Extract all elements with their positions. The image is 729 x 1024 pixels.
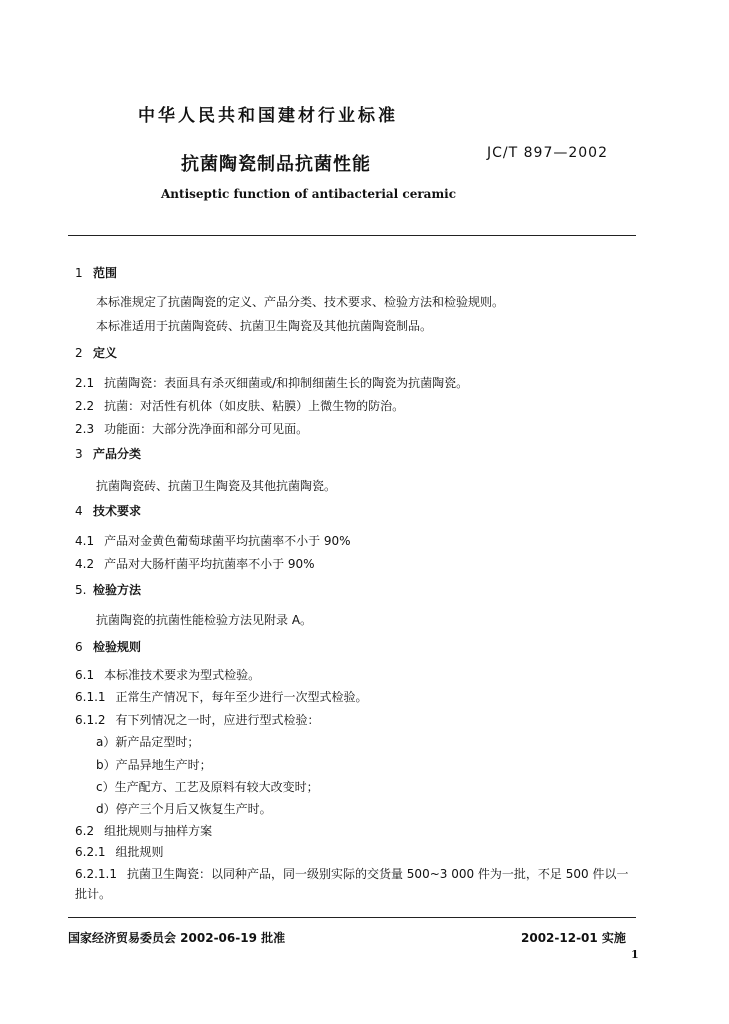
section-number: 3 <box>75 447 83 461</box>
clause-number: 6.2.1.1 <box>75 867 117 881</box>
section-1-paragraph-1: 本标准规定了抗菌陶瓷的定义、产品分类、技术要求、检验方法和检验规则。 <box>96 295 505 309</box>
clause-text: 组批规则 <box>115 845 164 859</box>
section-number: 6 <box>75 640 83 654</box>
standard-code: JC/T 897—2002 <box>487 145 608 161</box>
clause-text: 组批规则与抽样方案 <box>104 824 213 838</box>
clause-2-1 <box>75 374 468 391</box>
clause-number: 6.2.1 <box>75 845 106 859</box>
clause-text: 产品对大肠杆菌平均抗菌率不小于 90% <box>104 557 315 571</box>
section-title: 范围 <box>93 266 118 280</box>
section-2-heading <box>75 344 117 361</box>
clause-text: 功能面：大部分洗净面和部分可见面。 <box>104 422 309 436</box>
section-number: 2 <box>75 346 83 360</box>
section-number: 1 <box>75 266 83 280</box>
clause-6-2-1 <box>75 843 164 860</box>
clause-6-2-1-1-continuation: 批计。 <box>75 887 112 901</box>
clause-text: 有下列情况之一时，应进行型式检验： <box>115 713 320 727</box>
list-item-d: d）停产三个月后又恢复生产时。 <box>96 802 272 816</box>
list-item-c: c）生产配方、工艺及原料有较大改变时； <box>96 780 319 794</box>
clause-number: 6.1 <box>75 668 95 682</box>
section-title: 产品分类 <box>93 447 142 461</box>
clause-text: 抗菌陶瓷：表面具有杀灭细菌或/和抑制细菌生长的陶瓷为抗菌陶瓷。 <box>104 376 469 390</box>
section-5-heading <box>75 581 141 598</box>
clause-number: 2.2 <box>75 399 95 413</box>
clause-6-2-1-1 <box>75 865 628 882</box>
section-title: 技术要求 <box>93 504 142 518</box>
clause-2-3 <box>75 420 308 437</box>
standard-category-title: 中华人民共和国建材行业标准 <box>138 106 398 126</box>
clause-number: 6.2 <box>75 824 95 838</box>
clause-6-1-1 <box>75 688 368 705</box>
clause-number: 2.3 <box>75 422 95 436</box>
clause-number: 4.2 <box>75 557 95 571</box>
clause-6-1 <box>75 666 260 683</box>
page-number: 1 <box>631 948 639 961</box>
clause-text: 抗菌卫生陶瓷：以同种产品，同一级别实际的交货量 500~3 000 件为一批，不足 500 件以一 <box>126 867 629 881</box>
clause-text: 抗菌：对活性有机体（如皮肤、粘膜）上微生物的防治。 <box>104 399 405 413</box>
clause-number: 2.1 <box>75 376 95 390</box>
list-item-b: b）产品异地生产时； <box>96 758 212 772</box>
clause-number: 6.1.1 <box>75 690 106 704</box>
clause-6-2 <box>75 822 212 839</box>
clause-4-1 <box>75 532 351 549</box>
clause-text: 本标准技术要求为型式检验。 <box>104 668 261 682</box>
section-number: 5. <box>75 583 87 597</box>
clause-4-2 <box>75 555 315 572</box>
section-5-paragraph: 抗菌陶瓷的抗菌性能检验方法见附录 A。 <box>96 613 313 627</box>
approval-info: 国家经济贸易委员会 2002-06-19 批准 <box>68 931 286 945</box>
clause-number: 6.1.2 <box>75 713 106 727</box>
effective-date: 2002-12-01 实施 <box>521 931 626 945</box>
clause-2-2 <box>75 397 404 414</box>
section-6-heading <box>75 638 141 655</box>
section-3-heading <box>75 445 141 462</box>
section-title: 检验规则 <box>93 640 142 654</box>
clause-text: 正常生产情况下，每年至少进行一次型式检验。 <box>115 690 368 704</box>
section-number: 4 <box>75 504 83 518</box>
clause-6-1-2 <box>75 711 320 728</box>
document-subtitle-en: Antiseptic function of antibacterial ceramic <box>161 187 457 201</box>
section-1-heading <box>75 264 117 281</box>
clause-number: 4.1 <box>75 534 95 548</box>
document-title: 抗菌陶瓷制品抗菌性能 <box>181 154 371 175</box>
section-title: 定义 <box>93 346 118 360</box>
section-3-paragraph: 抗菌陶瓷砖、抗菌卫生陶瓷及其他抗菌陶瓷。 <box>96 479 337 493</box>
section-4-heading <box>75 502 141 519</box>
clause-text: 产品对金黄色葡萄球菌平均抗菌率不小于 90% <box>104 534 351 548</box>
list-item-a: a）新产品定型时； <box>96 735 200 749</box>
section-1-paragraph-2: 本标准适用于抗菌陶瓷砖、抗菌卫生陶瓷及其他抗菌陶瓷制品。 <box>96 319 433 333</box>
footer-divider <box>68 917 636 918</box>
section-title: 检验方法 <box>93 583 142 597</box>
header-divider <box>68 235 636 236</box>
